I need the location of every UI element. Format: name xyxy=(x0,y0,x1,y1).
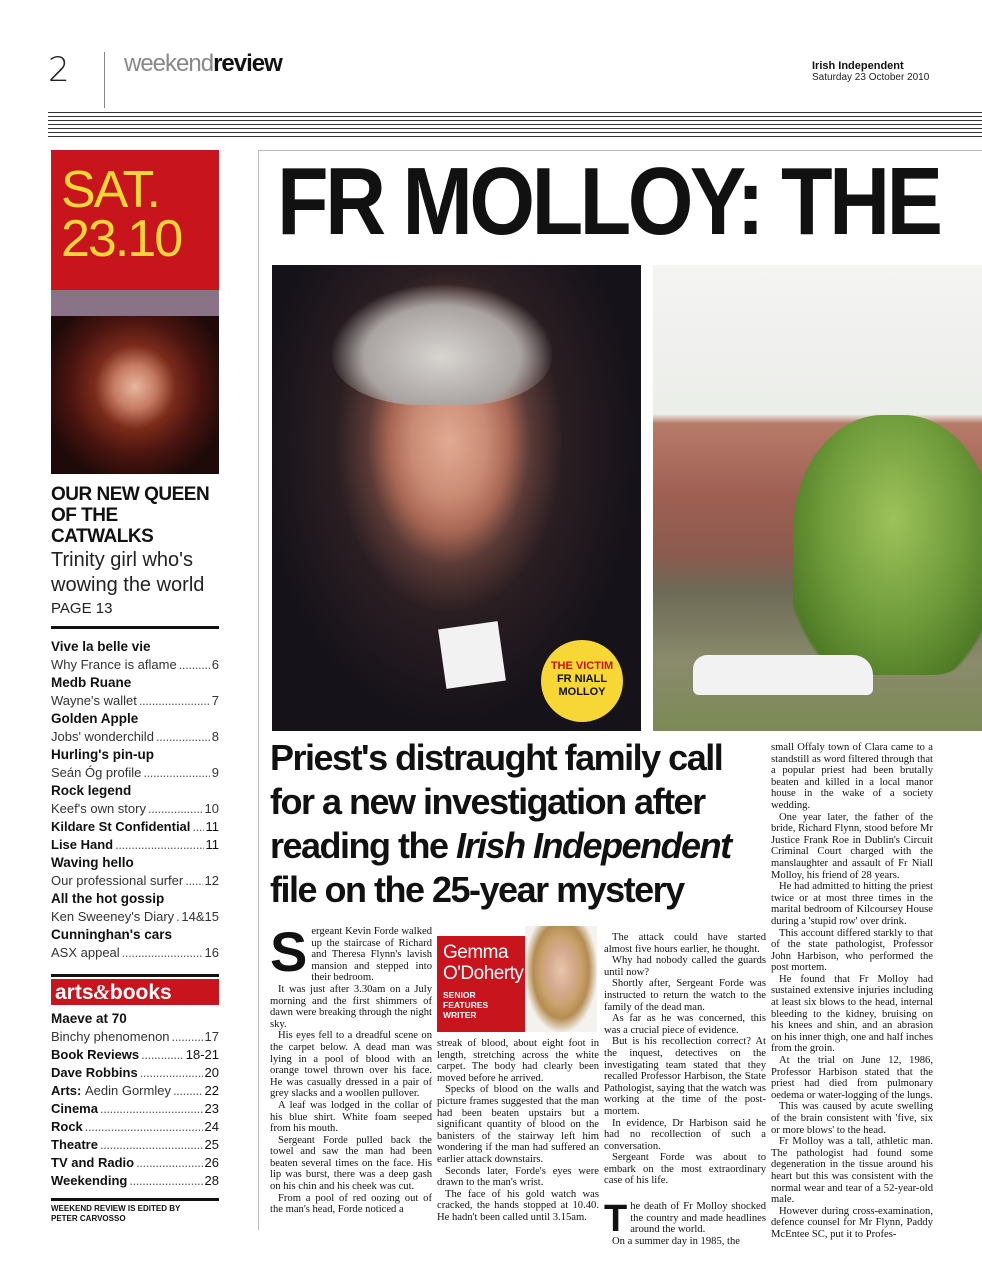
toc-sub: Wayne's wallet xyxy=(51,693,137,708)
victim-name: FR NIALL xyxy=(556,673,608,685)
toc-page: 20 xyxy=(204,1065,219,1080)
drop-cap: T xyxy=(604,1198,628,1241)
toc-page: 8 xyxy=(211,729,219,744)
paragraph: However during cross-examination, defence counsel for Mr Flynn, Paddy McEntee SC, put it to Profes- xyxy=(771,1205,933,1240)
brand-bold: review xyxy=(213,50,282,77)
toc-item[interactable] xyxy=(51,1136,219,1154)
toc-head: Arts: xyxy=(51,1083,82,1098)
toc-sub: Why France is aflame xyxy=(51,657,177,672)
toc-page: 25 xyxy=(204,1137,219,1152)
promo-subtitle: Trinity girl who's wowing the world xyxy=(51,549,205,596)
promo-title[interactable]: OUR NEW QUEEN OF THE CATWALKS xyxy=(51,484,210,547)
toc-item-lise-hand[interactable] xyxy=(51,836,219,854)
banner-word: arts xyxy=(55,981,94,1004)
article-column-4 xyxy=(771,742,933,1241)
paragraph: He had admitted to hitting the priest twice or at most three times in the marital bedroom of Kilcoursey House during a 'stupid row' over drink. xyxy=(771,881,933,927)
toc-page: 12 xyxy=(204,873,219,888)
toc-page: 7 xyxy=(211,693,219,708)
toc-item[interactable] xyxy=(51,710,219,746)
photo-detail xyxy=(693,655,873,695)
toc-page: 9 xyxy=(211,765,219,780)
toc-sub: ASX appeal xyxy=(51,945,120,960)
toc-page: 18-21 xyxy=(185,1047,219,1062)
toc-item[interactable] xyxy=(51,1100,219,1118)
toc-item[interactable] xyxy=(51,1082,219,1100)
paragraph: As far as he was concerned, this was a crucial piece of evidence. xyxy=(604,1013,766,1036)
paragraph: This account differed starkly to that of the state pathologist, Professor John Harbison, who performed the post mortem. xyxy=(771,927,933,974)
subhead-italic: Irish Independent xyxy=(456,825,731,866)
author-photo xyxy=(525,926,597,1032)
toc-head: Vive la belle vie xyxy=(51,639,151,654)
arts-contents-list xyxy=(51,1010,219,1190)
subhead-text: file on the 25-year mystery xyxy=(270,869,684,910)
article-column-2 xyxy=(437,1038,599,1224)
toc-page: 11 xyxy=(205,819,219,834)
subheadline xyxy=(270,736,760,912)
article-column-3 xyxy=(604,932,766,1247)
paragraph: He found that Fr Molloy had sustained extensive injuries including at least six blows to the head, internal bleeding to the kidney, bruising on his knees and shin, and an abrasion on his inner thigh, one and half inches from the groin. xyxy=(771,973,933,1055)
toc-sub: Seán Óg profile xyxy=(51,765,142,780)
toc-sub: Jobs' wonderchild xyxy=(51,729,154,744)
paragraph: ergeant Kevin Forde walked up the staircase of Richard and Theresa Flynn's lavish mansion and stepped into their bedroom. xyxy=(311,926,432,984)
toc-head: Cunninghan's cars xyxy=(51,927,172,942)
toc-head: Medb Ruane xyxy=(51,675,132,690)
toc-sub: Our professional surfer xyxy=(51,873,184,888)
toc-item[interactable] xyxy=(51,926,219,962)
contents-list xyxy=(51,638,219,962)
arts-books-banner xyxy=(51,979,219,1005)
headline: FR MOLLOY: THE xyxy=(277,148,940,255)
paragraph: Shortly after, Sergeant Forde was instructed to return the watch to the family of the dead man. xyxy=(604,978,766,1013)
section-brand xyxy=(124,50,282,78)
toc-item[interactable] xyxy=(51,1064,219,1082)
paragraph: One year later, the father of the bride, Richard Flynn, stood before Mr Justice Frank Roe in Dublin's Circuit Criminal Court charged with the manslaughter and assault of Fr Niall Molloy, his friend of 28 years. xyxy=(771,811,933,881)
paragraph: At the trial on June 12, 1986, Professor Harbison stated that the priest had died from pulmonary oedema or water-logging of the lungs. xyxy=(771,1055,933,1101)
toc-page: 17 xyxy=(204,1029,219,1044)
toc-item[interactable] xyxy=(51,746,219,782)
byline-title: SENIOR FEATURES WRITER xyxy=(443,990,489,1020)
toc-item[interactable] xyxy=(51,1118,219,1136)
photo-detail xyxy=(793,415,982,675)
paragraph: small Offaly town of Clara came to a standstill as word filtered through that a popular priest had been brutally beaten and killed in a local manor house in the wake of a society wedding. xyxy=(771,742,933,811)
paragraph: Seconds later, Forde's eyes were drawn to the man's wrist. xyxy=(437,1165,599,1189)
toc-item[interactable] xyxy=(51,638,219,674)
toc-item[interactable] xyxy=(51,1154,219,1172)
paragraph: Fr Molloy was a tall, athletic man. The pathologist had found some degeneration in the tissue around his heart but this was consistent with the normal wear and tear of a 52-year-old male. xyxy=(771,1136,933,1206)
model-photo[interactable] xyxy=(51,316,219,474)
toc-head: Rock xyxy=(51,1119,83,1134)
header-stripes xyxy=(48,112,982,138)
article-column-1 xyxy=(270,920,432,1216)
drop-cap: S xyxy=(270,920,308,983)
byline-box[interactable] xyxy=(437,936,525,1032)
toc-page: 10 xyxy=(204,801,219,816)
paragraph: Sergeant Forde was about to embark on the most extraordinary case of his life. xyxy=(604,1152,766,1187)
toc-page: 22 xyxy=(204,1083,219,1098)
toc-item[interactable] xyxy=(51,1010,219,1046)
toc-sub: Keef's own story xyxy=(51,801,146,816)
toc-item-kildare[interactable] xyxy=(51,818,219,836)
paragraph: In evidence, Dr Harbison said he had no recollection of such a conversation. xyxy=(604,1117,766,1152)
sidebar-rule xyxy=(51,1198,219,1201)
paragraph: The attack could have started almost five hours earlier, he thought. xyxy=(604,932,766,955)
toc-sub: Ken Sweeney's Diary xyxy=(51,909,175,924)
toc-head: Kildare St Confidential xyxy=(51,819,191,834)
date-box xyxy=(51,150,219,290)
editor-line: WEEKEND REVIEW IS EDITED BY xyxy=(51,1204,181,1213)
toc-head: Rock legend xyxy=(51,783,132,798)
toc-head: Book Reviews xyxy=(51,1047,140,1062)
paragraph: streak of blood, about eight foot in length, stretching across the white carpet. The body had clearly been moved before he arrived. xyxy=(437,1038,599,1084)
photo-detail xyxy=(438,621,506,689)
banner-word: books xyxy=(109,981,172,1004)
toc-sub: Binchy phenomenon xyxy=(51,1029,170,1044)
sidebar-rule xyxy=(51,626,219,629)
column-divider xyxy=(258,150,259,1230)
toc-item[interactable] xyxy=(51,782,219,818)
toc-head: Dave Robbins xyxy=(51,1065,138,1080)
toc-head: Waving hello xyxy=(51,855,134,870)
banner-amp: & xyxy=(93,980,110,1004)
paper-date: Saturday 23 October 2010 xyxy=(812,72,930,83)
date-day: SAT. xyxy=(61,161,159,219)
paragraph: From a pool of red oozing out of the man's head, Forde noticed a xyxy=(270,1192,432,1216)
toc-head: Maeve at 70 xyxy=(51,1011,127,1026)
toc-head: TV and Radio xyxy=(51,1155,135,1170)
toc-page: 6 xyxy=(211,657,219,672)
editor-credit xyxy=(51,1204,219,1224)
header-divider xyxy=(104,52,105,108)
paragraph: But is his recollection correct? At the inquest, detectives on the investigating team stated that they recalled Professor Harbison, the State Pathologist, saying that the watch was working at the time of the post-mortem. xyxy=(604,1036,766,1117)
paragraph: Specks of blood on the walls and picture frames suggested that the man had been beaten upstairs but a significant quantity of blood on the banisters of the stairway left him wondering if the man had suffered an earlier attack downstairs. xyxy=(437,1084,599,1165)
toc-item[interactable] xyxy=(51,1046,219,1064)
brand-light: weekend xyxy=(124,50,214,77)
toc-page: 24 xyxy=(204,1119,219,1134)
photo-detail xyxy=(332,285,552,405)
paragraph: The face of his gold watch was cracked, the hands stopped at 10.40. He hadn't been called until 3.15am. xyxy=(437,1188,599,1223)
victim-label: THE VICTIM xyxy=(550,660,614,672)
victim-name: MOLLOY xyxy=(558,686,606,698)
paragraph: It was just after 3.30am on a July morning and the first shimmers of dawn were breaking through the night sky. xyxy=(270,983,432,1030)
paragraph: he death of Fr Molloy shocked the country and made headlines around the world. xyxy=(630,1201,766,1236)
paragraph: This was caused by acute swelling of the brain consistent with 'five, six or more blows' to the head. xyxy=(771,1101,933,1136)
toc-page: 26 xyxy=(204,1155,219,1170)
toc-page: 11 xyxy=(205,837,219,852)
toc-head: Hurling's pin-up xyxy=(51,747,154,762)
paper-name: Irish Independent xyxy=(812,60,904,72)
paragraph: His eyes fell to a dreadful scene on the carpet below. A dead man was lying in a pool of blood with an orange towel thrown over his face. He was casually dressed in a pair of grey slacks and a woollen pullover. xyxy=(270,1030,432,1100)
toc-page: 28 xyxy=(204,1173,219,1188)
toc-item[interactable] xyxy=(51,1172,219,1190)
paper-masthead xyxy=(812,60,932,84)
subhead-text: Priest's distraught family call for a new investigation after reading the xyxy=(270,737,723,866)
date-number: 23.10 xyxy=(61,210,182,268)
editor-name: PETER CARVOSSO xyxy=(51,1214,126,1223)
toc-page: 23 xyxy=(204,1101,219,1116)
toc-item[interactable] xyxy=(51,674,219,710)
toc-head: Cinema xyxy=(51,1101,98,1116)
promo-band xyxy=(51,290,219,316)
toc-head: Theatre xyxy=(51,1137,98,1152)
toc-item[interactable] xyxy=(51,890,219,926)
paragraph: Why had nobody called the guards until now? xyxy=(604,955,766,978)
page-number: 2 xyxy=(48,50,70,90)
toc-page: 14&15 xyxy=(181,909,219,924)
toc-head: Lise Hand xyxy=(51,837,114,852)
toc-item[interactable] xyxy=(51,854,219,890)
paragraph: Sergeant Forde pulled back the towel and saw the man had been beaten several times on the face. His lip was burst, there was a deep gash on his chin and his cheek was cut. xyxy=(270,1134,432,1193)
promo-page: PAGE 13 xyxy=(51,600,113,617)
paragraph: A leaf was lodged in the collar of his blue shirt. White foam seeped from his mouth. xyxy=(270,1099,432,1135)
paragraph: On a summer day in 1985, the xyxy=(612,1235,740,1247)
toc-page: 16 xyxy=(204,945,219,960)
toc-head: Weekending xyxy=(51,1173,128,1188)
byline-first-name: Gemma xyxy=(443,942,509,963)
toc-sub: Aedin Gormley xyxy=(84,1083,171,1098)
toc-head: Golden Apple xyxy=(51,711,139,726)
victim-badge xyxy=(541,640,623,722)
house-photo[interactable] xyxy=(653,265,982,731)
sidebar-rule xyxy=(51,974,219,977)
toc-head: All the hot gossip xyxy=(51,891,165,906)
byline-last-name: O'Doherty xyxy=(443,963,524,984)
